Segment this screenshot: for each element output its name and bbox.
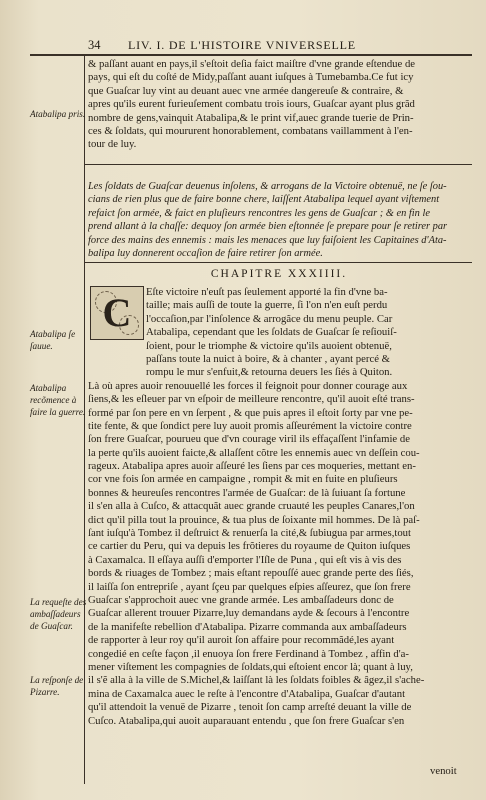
text-line: Guaſcar s'approchoit auec vne grande armée. Les ambaſſadeurs donc de: [88, 593, 394, 606]
text-line: rompu le mur s'enfuit,& retourna deuers les ſiés à Quiton.: [146, 366, 393, 379]
text-line: apres qu'ils eurent furieuſement combatu trois iours, Guaſcar ayant plus grãd: [88, 98, 415, 111]
text-line: à Caxamalca. Il eſſaya auſſi d'emporter l'Iſle de Puna , qui eſt vis à vis des: [88, 553, 402, 566]
text-line: de la manifeſte rebellion d'Atabalipa. Pizarre commanda aux ambaſſadeurs: [88, 620, 407, 633]
text-line: il laiſſa ſon entrepriſe , ayant ſçeu par quelques eſpies aſſeurez, que ſon frere: [88, 580, 411, 593]
summary-line: cians de rien plus que de faire bonne chere, laiſſent Atabalipa lequel ayant viſtement: [88, 194, 440, 206]
margin-note: Atabalipa ſe ſauue.: [30, 329, 76, 351]
chapter-title: CHAPITRE XXXIIII.: [210, 268, 348, 280]
summary-bottom-rule: [84, 262, 472, 263]
text-line: nombre de gens,vainquit Atabalipa,& le print vif,auec grande tuerie de Prin-: [88, 111, 414, 124]
margin-note: Atabalipa pris.: [30, 109, 86, 119]
text-line: bords & riuages de Tombez ; mais eſtant repouſſé auec grande perte des ſiés,: [88, 567, 414, 580]
page-header: [88, 38, 468, 54]
summary-line: force des mains des ennemis : mais les menaces que luy faiſoient les Capitaines d'Ata-: [88, 234, 447, 246]
page-number: 34: [88, 38, 101, 52]
margin-note: Atabalipa recõmence à faire la guerre.: [30, 383, 86, 417]
text-line: que Guaſcar luy vint au deuant auec vne armée dangereuſe & contraire, &: [88, 84, 404, 97]
text-line: qu'il attendoit la venuë de Pizarre , tenoit ſon camp arreſté deuant la ville de: [88, 701, 412, 714]
text-line: paſſans toute la nuict à boire, & à chanter , ayant percé &: [146, 352, 390, 365]
text-line: il s'en alla à Cuſco, & attacquãt auec grande cruauté les peuples Canares,l'on: [88, 500, 415, 513]
text-line: il s'ẽ alla à la ville de S.Michel,& laiſſant là les ſoldats foibles & âgez,il s'ache-: [88, 674, 425, 687]
text-line: ſoient, pour le triomphe & victoire qu'ils auoient obtenuë,: [146, 339, 392, 352]
text-line: ce cartier du Peru, qui va depuis les frõtieres du royaume de Quiton iuſques: [88, 540, 411, 553]
summary-top-rule: [84, 164, 472, 165]
chapter-summary: [88, 180, 470, 260]
running-head: LIV. I. DE L'HISTOIRE VNIVERSELLE: [128, 38, 356, 52]
summary-line: refaict ſon armée, & faict en pluſieurs rencontres les gens de Guaſcar ; & en fin le: [88, 207, 430, 219]
text-line: ſiens,& les eſleuer par vn eſpoir de meilleure rencontre, qu'il auoit eſté trans-: [88, 393, 415, 406]
catchword: venoit: [430, 765, 457, 777]
text-line: bonnes & heureuſes rencontres l'armée de Guaſcar: de là ſuiuant ſa fortune: [88, 486, 406, 499]
text-line: ces & ſoldats, qui moururent honorablement, combatans vaillamment à l'en-: [88, 124, 413, 137]
text-line: formé par ſon pere en vn ſerpent , & que puis apres il eſtoit ſorty par vne pe-: [88, 406, 413, 419]
text-line: Eſte victoire n'euſt pas ſeulement apporté la fin d'vne ba-: [146, 286, 388, 298]
text-line: & paſſant auant en pays,il s'eſtoit deſia faict maiſtre d'vne grande eſtendue de: [88, 58, 416, 70]
header-rule: [30, 54, 472, 56]
text-line: Guaſcar allerent trouuer Pizarre,luy demandans ayde & ſecours à l'encontre: [88, 607, 410, 620]
text-line: mener viſtement les compagnies de ſoldats,qui eſtoient encor là; quant à luy,: [88, 660, 413, 673]
text-line: dict qu'il pilla tout la prouince, & tua plus de ſoixante mil hommes. De là paſ-: [88, 513, 420, 526]
text-line: la perte qu'ils auoient faicte,& allaſſent cõtre les ennemis auec vn deſſein cou-: [88, 446, 420, 459]
text-line: mina de Caxamalca auec le reſte à l'encontre d'Atabalipa, Guaſcar d'autant: [88, 687, 406, 700]
summary-line: prend allant à la chaſſe: dequoy ſon armée bien eſtonnée ſe prepare pour ſe retirer par: [88, 221, 448, 233]
text-line: tite fente, & que ſondict pere luy auoit promis aſſeurément la victoire contre: [88, 419, 412, 432]
chapter-body: [88, 286, 470, 728]
text-line: Là où apres auoir renouuellé les forces il feignoit pour donner courage aux: [88, 379, 408, 392]
margin-note: La reſponſe de Pizarre.: [30, 675, 84, 697]
text-line: pays, qui eſt du coſté de Midy,paſſant auant iuſques à Tumebamba.Ce fut icy: [88, 71, 414, 84]
top-paragraph: [88, 58, 470, 152]
text-line: tour de luy.: [88, 138, 137, 151]
text-line: rageux. Atabalipa apres auoir aſſeuré les ſiens par ces moqueries, mettant en-: [88, 460, 416, 473]
text-line: ſon frere Guaſcar, pourueu que d'vn courage viril ils effaçaſſent l'infamie de: [88, 433, 410, 446]
text-line: ſant iuſqu'à Tombez il deſtruict & renuerſa la cité,& ſubiugua par armes,tout: [88, 527, 411, 540]
text-line: taille; mais auſſi de toute la guerre, ſi l'on n'en euſt perdu: [146, 299, 388, 312]
summary-line: balipa luy donnerent occaſion de faire retirer ſon armée.: [88, 247, 323, 259]
summary-line: Les ſoldats de Guaſcar deuenus inſolens, & arrogans de la Victoire obtenuë, ne ſe ſou-: [88, 181, 447, 192]
text-line: cor vne fois ſon armée en campaigne , rompit & mit en fuite en pluſieurs: [88, 473, 398, 486]
text-line: Atabalipa, cependant que les ſoldats de Guaſcar ſe reſiouiſ-: [146, 326, 397, 339]
text-line: Cuſco. Atabalipa,qui auoit auparauant entendu , que ſon frere Guaſcar s'en: [88, 714, 405, 727]
margin-note: La requeſte des ambaſſadeurs de Guaſcar.: [30, 597, 87, 631]
text-line: de rapporter à leur roy qu'il auroit ſon affaire pour recommãdé,les ayant: [88, 634, 395, 647]
text-line: congedié en ceſte façon ,il enuoya ſon frere Ferdinand à Tombez , affin d'a-: [88, 647, 409, 660]
text-line: l'occaſion,par l'inſolence & arrogãce du menu peuple. Car: [146, 312, 393, 325]
drop-cap-letter: C: [102, 290, 132, 335]
